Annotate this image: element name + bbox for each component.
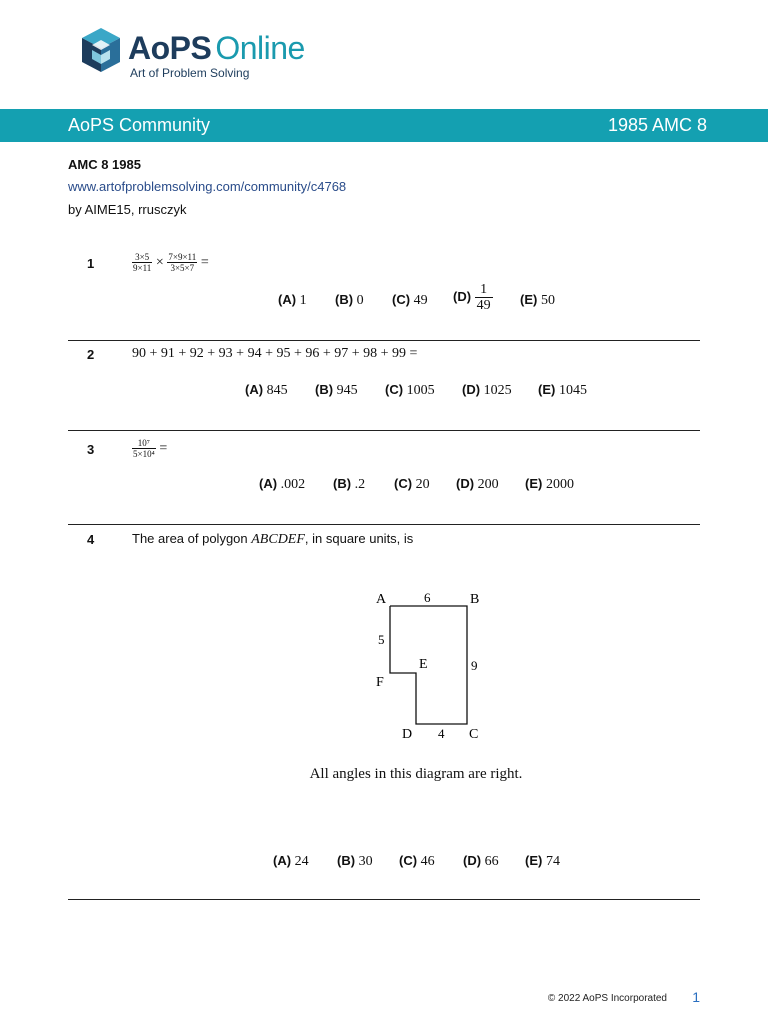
choice-c: (C) 20 bbox=[394, 476, 430, 492]
problem-2-statement: 90 + 91 + 92 + 93 + 94 + 95 + 96 + 97 + 98 + 99 = bbox=[132, 346, 418, 361]
choice-b: (B) .2 bbox=[333, 476, 366, 492]
choice-b: (B) 0 bbox=[335, 292, 364, 308]
problem-4-statement: The area of polygon ABCDEF, in square units, is bbox=[132, 531, 414, 547]
vertex-label-d: D bbox=[402, 727, 413, 742]
polygon-diagram bbox=[350, 585, 500, 745]
community-link[interactable]: www.artofproblemsolving.com/community/c4768 bbox=[68, 179, 347, 194]
document-title: AMC 8 1985 bbox=[68, 157, 141, 172]
vertex-label-b: B bbox=[470, 592, 480, 607]
choice-a: (A) 24 bbox=[273, 853, 309, 869]
vertex-label-e: E bbox=[419, 657, 428, 672]
divider bbox=[68, 524, 700, 525]
side-label-top: 6 bbox=[424, 590, 431, 605]
choice-c: (C) 49 bbox=[392, 292, 428, 308]
vertex-label-a: A bbox=[376, 592, 387, 607]
choice-e: (E) 1045 bbox=[538, 382, 587, 398]
header-banner bbox=[0, 109, 768, 142]
problem-1-statement: $\frac{3\times 5}{9\times 11}$ × $\frac{7\times 9\times 11}{3\times 5\times 7}$ = bbox=[133, 252, 209, 273]
choice-e: (E) 2000 bbox=[525, 476, 574, 492]
divider bbox=[68, 430, 700, 431]
choice-c: (C) 46 bbox=[399, 853, 435, 869]
problem-number-3: 3 bbox=[87, 442, 95, 457]
banner-contest: 1985 AMC 8 bbox=[607, 115, 707, 135]
vertex-label-f: F bbox=[376, 675, 384, 690]
choice-d: (D) $\frac{1}{49}$ bbox=[453, 282, 491, 313]
banner-community: AoPS Community bbox=[68, 115, 211, 135]
page-number: 1 bbox=[692, 989, 700, 1005]
side-label-bottom: 4 bbox=[438, 726, 445, 741]
choice-d: (D) 66 bbox=[463, 853, 499, 869]
choice-a: (A) .002 bbox=[259, 476, 306, 492]
side-label-right: 9 bbox=[471, 658, 478, 673]
problem-number-4: 4 bbox=[87, 532, 95, 547]
problem-1-fraction-1: $\frac{3\times 5}{9\times 11}$ bbox=[133, 252, 152, 273]
choice-b: (B) 945 bbox=[315, 382, 358, 398]
divider bbox=[68, 340, 700, 341]
choice-a: (A) 845 bbox=[245, 382, 288, 398]
aops-cube-icon bbox=[80, 26, 122, 74]
diagram-caption: All angles in this diagram are right. bbox=[309, 766, 523, 782]
problem-number-2: 2 bbox=[87, 347, 95, 362]
choice-d: (D) 200 bbox=[456, 476, 499, 492]
choice-e: (E) 50 bbox=[520, 292, 555, 308]
choice-d: (D) 1025 bbox=[462, 382, 512, 398]
problem-3-fraction: $\frac{\text{10⁷}}{\text{5×10⁴}}$ bbox=[133, 438, 155, 459]
choice-b: (B) 30 bbox=[337, 853, 373, 869]
authors-line: by AIME15, rrusczyk bbox=[68, 202, 187, 217]
polygon-abcdef bbox=[390, 606, 467, 724]
copyright-notice: © 2022 AoPS Incorporated bbox=[547, 993, 667, 1004]
problem-number-1: 1 bbox=[87, 256, 95, 271]
problem-3-statement: $\frac{\text{10⁷}}{\text{5×10⁴}}$ = bbox=[133, 438, 168, 459]
choice-a: (A) 1 bbox=[278, 292, 307, 308]
side-label-left: 5 bbox=[378, 632, 385, 647]
choice-c: (C) 1005 bbox=[385, 382, 435, 398]
logo-tagline: Art of Problem Solving bbox=[130, 66, 250, 80]
divider bbox=[68, 899, 700, 900]
logo-wordmark: AoPS Online bbox=[128, 30, 305, 66]
choice-e: (E) 74 bbox=[525, 853, 560, 869]
vertex-label-c: C bbox=[469, 727, 479, 742]
problem-1-fraction-2: $\frac{7\times 9\times 11}{3\times 5\times 7}$ bbox=[168, 252, 197, 273]
